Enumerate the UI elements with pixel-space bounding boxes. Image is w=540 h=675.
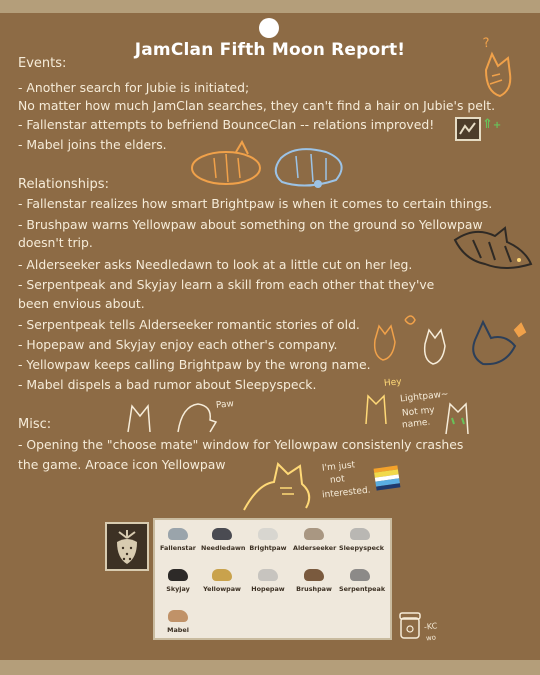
relationship-line: doesn't trip. bbox=[18, 235, 93, 250]
rank-up-icon: ⇑+ bbox=[482, 117, 502, 132]
events-heading: Events: bbox=[18, 56, 67, 71]
not-my-text: Not my bbox=[401, 405, 436, 419]
name-text: name. bbox=[401, 417, 431, 431]
misc-heading: Misc: bbox=[18, 417, 52, 432]
cat-card-alderseeker[interactable] bbox=[293, 528, 335, 552]
cat-name: Fallenstar bbox=[160, 544, 196, 552]
yellow-cat-doodle bbox=[358, 384, 398, 432]
white-cats-doodle bbox=[118, 392, 238, 440]
relationship-line: - Mabel dispels a bad rumor about Sleepyspeck. bbox=[18, 377, 317, 392]
cat-sprite bbox=[350, 569, 370, 581]
cat-name: Mabel bbox=[167, 626, 189, 634]
cat-sprite bbox=[212, 528, 232, 540]
lightpaw-text: Lightpaw~ bbox=[399, 389, 449, 405]
cat-card-brushpaw[interactable] bbox=[293, 569, 335, 593]
relationship-line: been envious about. bbox=[18, 296, 145, 311]
relationship-line: - Serpentpeak tells Alderseeker romantic stories of old. bbox=[18, 317, 360, 332]
cat-name: Skyjay bbox=[166, 585, 190, 593]
signature-text: -KC bbox=[423, 621, 438, 632]
signature-text-2: wo bbox=[425, 633, 437, 643]
relationship-line: - Brushpaw warns Yellowpaw about something on the ground so Yellowpaw bbox=[18, 217, 483, 232]
cat-name: Alderseeker bbox=[293, 544, 337, 552]
misc-line: - Opening the "choose mate" window for Yellowpaw consistenly crashes bbox=[18, 437, 464, 452]
top-border bbox=[0, 0, 540, 13]
cat-name: Yellowpaw bbox=[203, 585, 241, 593]
jam-jar-icon bbox=[398, 610, 422, 640]
events-line: - Fallenstar attempts to befriend BounceClan -- relations improved! bbox=[18, 117, 435, 132]
aroace-flag-icon bbox=[374, 465, 401, 490]
cat-sprite bbox=[168, 569, 188, 581]
events-line: - Another search for Jubie is initiated; bbox=[18, 80, 250, 95]
cat-card-needledawn[interactable] bbox=[201, 528, 246, 552]
relationships-heading: Relationships: bbox=[18, 177, 109, 192]
cat-sprite bbox=[168, 610, 188, 622]
cat-card-serpentpeak[interactable] bbox=[339, 569, 386, 593]
relationship-line: - Alderseeker asks Needledawn to look at a little cut on her leg. bbox=[18, 257, 413, 272]
cat-card-skyjay[interactable] bbox=[157, 569, 199, 593]
cat-name: Brushpaw bbox=[296, 585, 332, 593]
question-mark-text: ? bbox=[482, 35, 491, 52]
strawberry-clan-icon[interactable] bbox=[105, 522, 149, 571]
bounceclan-badge-icon bbox=[455, 117, 481, 141]
relationship-cats-doodle bbox=[365, 310, 535, 380]
interested-text: interested. bbox=[321, 485, 372, 501]
plus-text: + bbox=[492, 120, 502, 131]
page-title: JamClan Fifth Moon Report! bbox=[134, 40, 406, 60]
paw-text: Paw bbox=[215, 399, 235, 411]
clan-members-panel bbox=[153, 518, 392, 640]
cat-sprite bbox=[304, 528, 324, 540]
grey-cat-doodle bbox=[438, 390, 478, 440]
cat-sprite bbox=[304, 569, 324, 581]
cat-sprite bbox=[350, 528, 370, 540]
misc-line: the game. Aroace icon Yellowpaw bbox=[18, 457, 226, 472]
cat-sprite bbox=[212, 569, 232, 581]
sleeping-cats-doodle bbox=[186, 138, 356, 198]
cat-card-brightpaw[interactable] bbox=[247, 528, 289, 552]
cat-name: Hopepaw bbox=[251, 585, 285, 593]
cat-name: Serpentpeak bbox=[339, 585, 386, 593]
cat-sprite bbox=[258, 528, 278, 540]
cat-name: Needledawn bbox=[201, 544, 246, 552]
relationship-line: - Hopepaw and Skyjay enjoy each other's company. bbox=[18, 337, 338, 352]
cat-card-sleepyspeck[interactable] bbox=[339, 528, 384, 552]
cat-sprite bbox=[258, 569, 278, 581]
relationship-line: - Yellowpaw keeps calling Brightpaw by the wrong name. bbox=[18, 357, 371, 372]
cat-card-hopepaw[interactable] bbox=[247, 569, 289, 593]
relationship-line: - Fallenstar realizes how smart Brightpaw is when it comes to certain things. bbox=[18, 196, 493, 211]
relationship-line: - Serpentpeak and Skyjay learn a skill from each other that they've bbox=[18, 277, 435, 292]
cat-card-fallenstar[interactable] bbox=[157, 528, 199, 552]
cat-sprite bbox=[168, 528, 188, 540]
events-line: - Mabel joins the elders. bbox=[18, 137, 167, 152]
cat-name: Sleepyspeck bbox=[339, 544, 384, 552]
hey-text: Hey bbox=[383, 377, 403, 389]
dark-cat-doodle bbox=[445, 220, 535, 280]
bottom-border bbox=[0, 660, 540, 675]
cat-name: Brightpaw bbox=[249, 544, 287, 552]
cat-card-mabel[interactable] bbox=[157, 610, 199, 634]
cat-card-yellowpaw[interactable] bbox=[201, 569, 243, 593]
im-just-text: I'm just bbox=[321, 460, 356, 474]
moon-icon bbox=[259, 18, 279, 38]
not-text: not bbox=[329, 474, 346, 486]
events-line: No matter how much JamClan searches, they can't find a hair on Jubie's pelt. bbox=[18, 98, 496, 113]
